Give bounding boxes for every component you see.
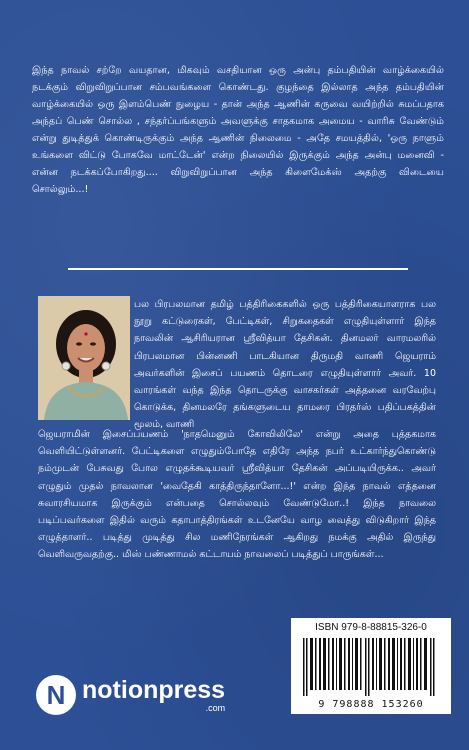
book-blurb: இந்த நாவல் சற்றே வயதான, மிகவும் வசதியான ஒரு அன்பு தம்பதியின் வாழ்க்கையில் நடக்கும் விறுவிறுப்பான சம்பவங்களை கொண்டது. குழந்தை இல்லாத அந்த தம்பதியின் வாழ்க்கையில் ஒரு இளம்பெண் நுழைய - தான் அந்த ஆணின் கருவை வயிற்றில் சுமப்பதாக அந்தப் பெண் சொல்ல , சந்தர்ப்பங்களும் அவளுக்கு சாதகமாக அமைய - வாரிசு வேண்டும் என்று துடித்துக் கொண்டிருக்கும் அந்த ஆணின் நிலைமை - அதே சமயத்தில், 'ஒரு நாளும் உங்களை விட்டு போகவே மாட்டேன்' என்ற நிலையில் இருக்கும் அந்த அன்பு மனைவி - என்ன நடக்கப்போகிறது.... விறுவிறுப்பான அந்த கிளைமேக்ஸ் அதற்கு விடையை சொல்லும்...!: [32, 65, 444, 195]
author-bio-side: பல பிரபலமான தமிழ் பத்திரிகைகளில் ஒரு பத்திரிகையாளராக பல நூறு கட்டுரைகள், பேட்டிகள், சிறுகதைகள் எழுதியுள்ளார் இந்த நாவலின் ஆசிரியரான ஸ்ரீவித்யா தேசிகன். தினமலர் வாரமலரில் பிரபலமான பின்னணி பாடகியான திருமதி வாணி ஜெயராம் அவர்களின் இசைப் பயணம் தொடரை எழுதியுள்ளார் அவர். 10 வாரங்கள் வந்த இந்த தொடருக்கு வாசகர்கள் அத்தனை வரவேற்பு கொடுக்க, தினமலரே தங்களுடைய தாமரை பிரதர்ஸ் பதிப்பகத்தின் மூலம், வாணி: [134, 299, 436, 431]
barcode-icon: [301, 638, 441, 696]
publisher-domain: .com: [205, 703, 226, 713]
isbn-label: ISBN 979-8-88815-326-0: [315, 622, 427, 633]
isbn-digits: 9 798888 153260: [318, 699, 424, 710]
notionpress-logo-icon: N: [36, 675, 76, 715]
isbn-barcode: [291, 618, 451, 714]
author-photo: [38, 296, 130, 420]
author-bio-continued: ஜெயராமின் இசைப்பயணம் 'நாதமெனும் கோவிலிலே' என்று அதை புத்தகமாக வெளியிட்டுள்ளனர். பேட்டிகளை எழுதும்போதே எதிரே அந்த நபர் உட்கார்ந்துகொண்டு நம்முடன் பேசுவது போல எழுதக்கூடியவர் ஸ்ரீவித்யா தேசிகன் அப்படியிருக்க.. அவர் எழுதும் முதல் நாவலான 'வைதேகி காத்திருந்தாளோ...!' என்ற இந்த நாவல் எத்தனை சுவாரசியமாக இருக்கும் என்பதை சொல்லவும் வேண்டுமோ..! இந்த நாவலை படிப்பவர்களை இதில் வரும் கதாபாத்திரங்கள் உடனேயே வாழ வைத்து விடுகிறார் இந்த எழுத்தாளர்.. படித்து முடித்து சில மணிநேரங்கள் ஆகிறது நமக்கு அதில் இருந்து வெளிவருவதற்கு.. மிஸ் பண்ணாமல் கட்டாயம் நாவலைப் படித்துப் பாருங்கள்...: [38, 429, 436, 561]
divider-line: [68, 268, 408, 270]
publisher-name: notionpress: [82, 676, 226, 704]
publisher-logo: [36, 672, 225, 718]
